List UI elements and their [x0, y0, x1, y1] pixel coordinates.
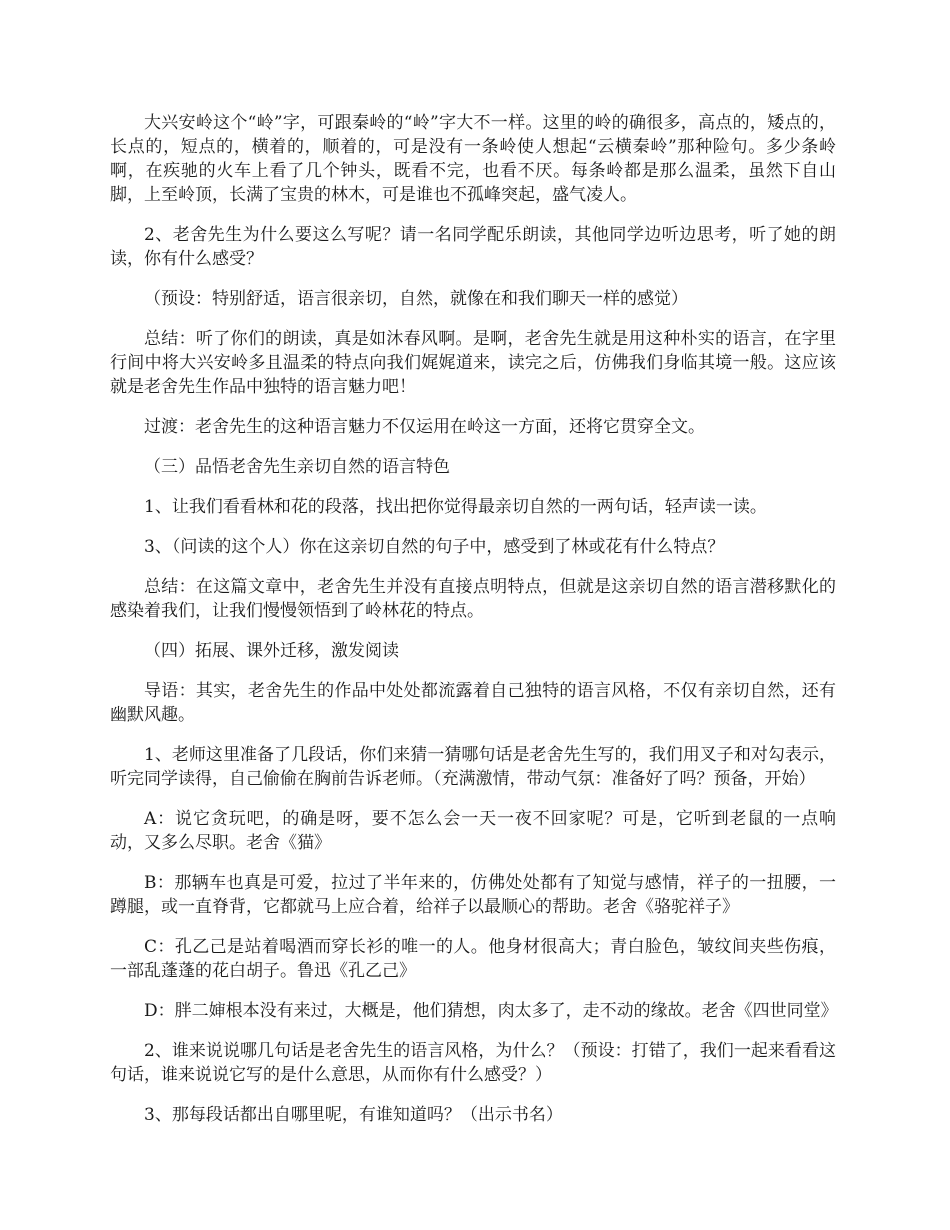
section-heading-four: （四）拓展、课外迁移，激发阅读 — [144, 641, 399, 661]
paragraph-transition: 过渡：老舍先生的这种语言魅力不仅运用在岭这一方面，还将它贯穿全文。 — [144, 417, 705, 437]
paragraph-option-b: B：那辆车也真是可爱，拉过了半年来的，仿佛处处都有了知觉与感情，祥子的一扭腰，一蹲腿，或一直脊背，它都就马上应合着，给祥子以最顺心的帮助。老舍《骆驼祥子》 — [110, 873, 836, 917]
paragraph-guess-game: 1、老师这里准备了几段话，你们来猜一猜哪句话是老舍先生写的，我们用叉子和对勾表示，听完同学读得，自己偷偷在胸前告诉老师。（充满激情，带动气氛：准备好了吗？预备，开始） — [110, 745, 836, 789]
paragraph-summary-spring-breeze: 总结：听了你们的朗读，真是如沐春风啊。是啊，老舍先生就是用这种朴实的语言，在字里行间中将大兴安岭多且温柔的特点向我们娓娓道来，读完之后，仿佛我们身临其境一般。这应该就是老舍先生作品中独特的语言魅力吧！ — [110, 329, 836, 397]
paragraph-ask-reader: 3、（问读的这个人）你在这亲切自然的句子中，感受到了林或花有什么特点？ — [144, 537, 725, 557]
document-page — [110, 111, 836, 1143]
paragraph-question-why-write: 2、老舍先生为什么要这么写呢？请一名同学配乐朗读，其他同学边听边思考，听了她的朗读，你有什么感受？ — [110, 225, 836, 269]
paragraph-forest-flowers-task: 1、让我们看看林和花的段落，找出把你觉得最亲切自然的一两句话，轻声读一读。 — [144, 497, 767, 517]
paragraph-daxinganling-ling: 大兴安岭这个“岭”字，可跟秦岭的“岭”字大不一样。这里的岭的确很多，高点的，矮点的，长点的，短点的，横着的，顺着的，可是没有一条岭使人想起“云横秦岭”那种险句。多少条岭啊，在疾驰的火车上看了几个钟头，既看不完，也看不厌。每条岭都是那么温柔，虽然下自山脚，上至岭顶，长满了宝贵的林木，可是谁也不孤峰突起，盛气凌人。 — [110, 113, 836, 205]
paragraph-intro-humor: 导语：其实，老舍先生的作品中处处都流露着自己独特的语言风格，不仅有亲切自然，还有幽默风趣。 — [110, 681, 836, 725]
section-heading-three: （三）品悟老舍先生亲切自然的语言特色 — [144, 457, 450, 477]
paragraph-book-sources: 3、那每段话都出自哪里呢，有谁知道吗？（出示书名） — [144, 1105, 563, 1125]
paragraph-discuss-style: 2、谁来说说哪几句话是老舍先生的语言风格，为什么？（预设：打错了，我们一起来看看这句话，谁来说说它写的是什么意思，从而你有什么感受？） — [110, 1041, 836, 1085]
paragraph-option-d: D：胖二婶根本没有来过，大概是，他们猜想，肉太多了，走不动的缘故。老舍《四世同堂》 — [144, 1001, 838, 1021]
paragraph-option-a: A：说它贪玩吧，的确是呀，要不怎么会一天一夜不回家呢？可是，它听到老鼠的一点响动，又多么尽职。老舍《猫》 — [110, 809, 836, 853]
paragraph-option-c: C：孔乙己是站着喝酒而穿长衫的唯一的人。他身材很高大；青白脸色，皱纹间夹些伤痕，一部乱蓬蓬的花白胡子。鲁迅《孔乙己》 — [110, 937, 836, 981]
paragraph-preset-comfortable: （预设：特别舒适，语言很亲切，自然，就像在和我们聊天一样的感觉） — [144, 289, 688, 309]
paragraph-summary-natural-language: 总结：在这篇文章中，老舍先生并没有直接点明特点，但就是这亲切自然的语言潜移默化的感染着我们，让我们慢慢领悟到了岭林花的特点。 — [110, 577, 836, 621]
